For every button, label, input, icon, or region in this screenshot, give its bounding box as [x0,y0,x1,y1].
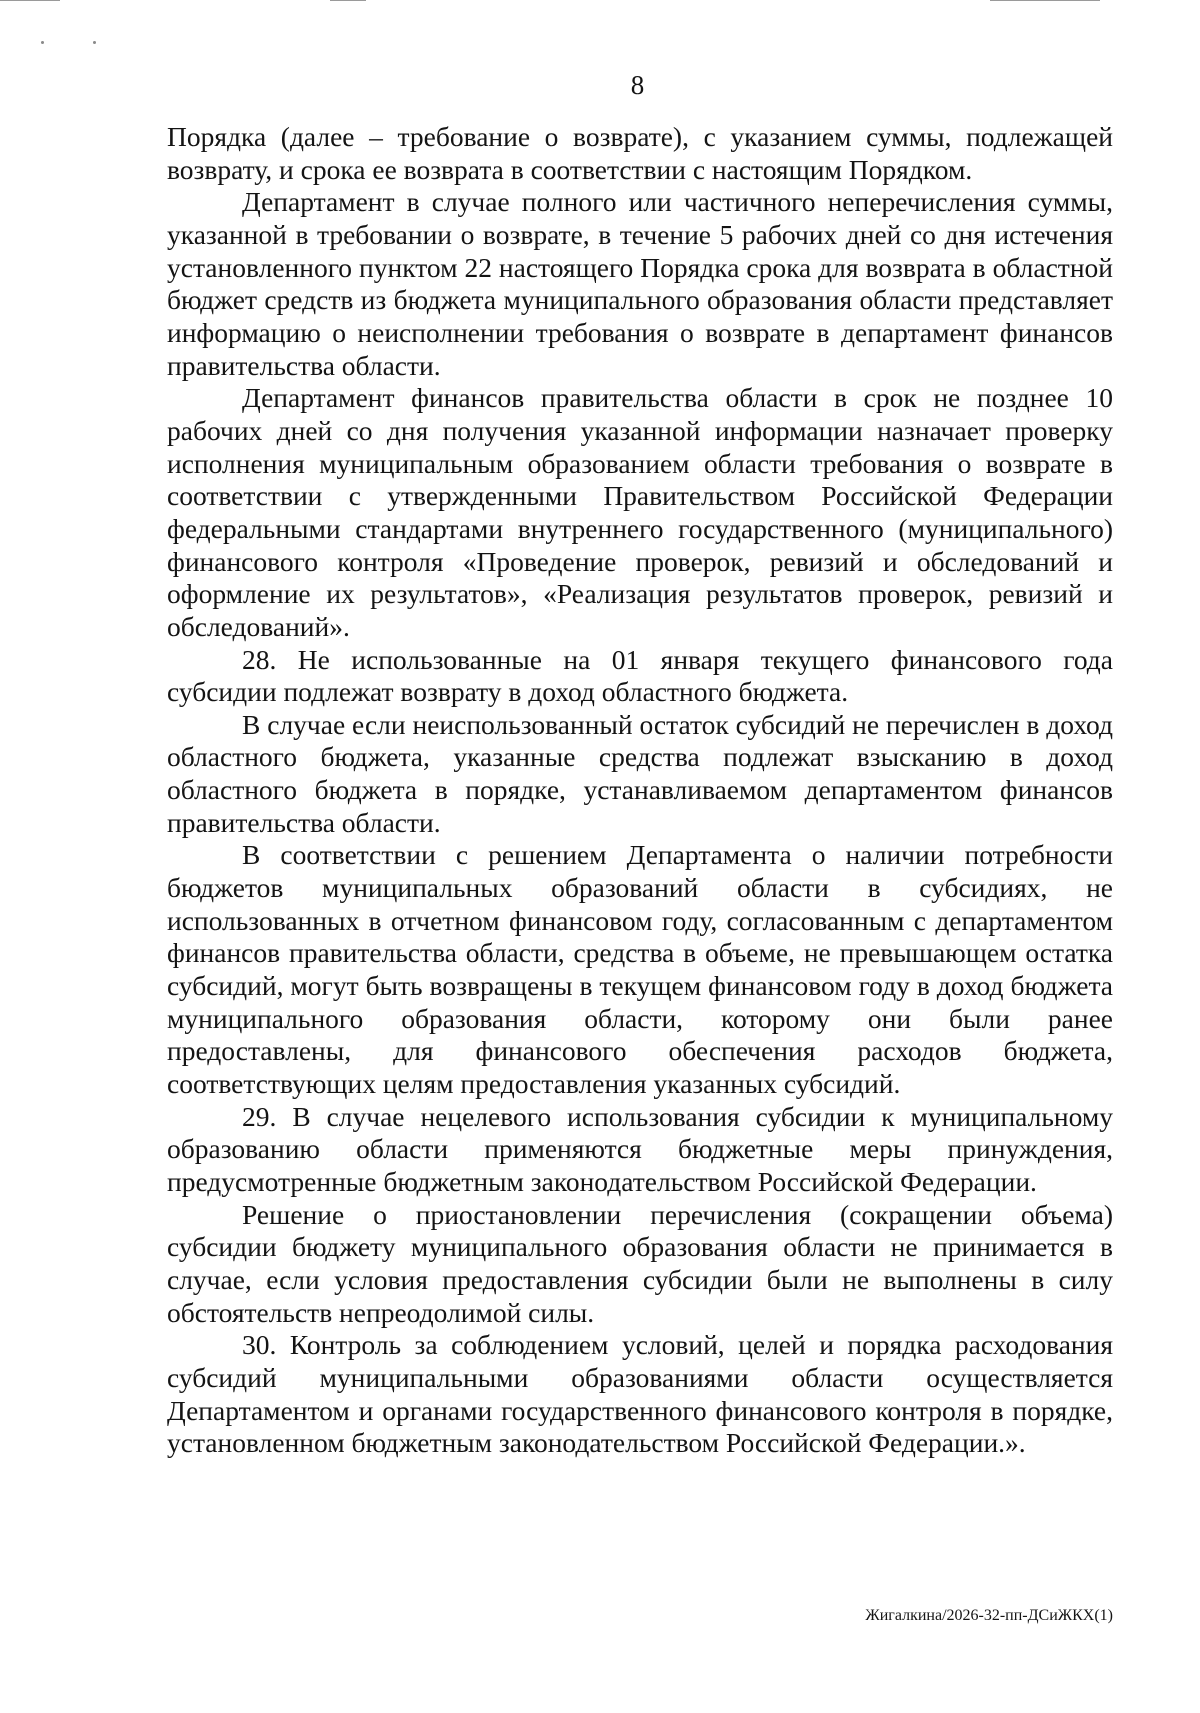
paragraph: Решение о приостановлении перечисления (сокращении объема) субсидии бюджету муниципального образования области не принимается в случае, если условия предоставления субсидии были не выполнены в силу обстоятельств непреодолимой силы. [167,1198,1113,1328]
page-number: 8 [630,70,645,100]
paragraph: 30. Контроль за соблюдением условий, целей и порядка расходования субсидий муниципальными образованиями области осуществляется Департаментом и органами государственного финансового контроля в порядке, установленном бюджетным законодательством Российской Федерации.». [167,1329,1113,1459]
paragraph: Департамент финансов правительства области в срок не позднее 10 рабочих дней со дня получения указанной информации назначает проверку исполнения муниципальным образованием области требования о возврате в соответствии с утвержденными Правительством Российской Федерации федеральными стандартами внутреннего государственного (муниципального) финансового контроля «Проведение проверок, ревизий и обследований и оформление их результатов», «Реализация результатов проверок, ревизий и обследований». [167,382,1113,642]
scan-edge-mark [0,0,60,1]
scan-edge-mark [330,0,366,1]
paragraph: Порядка (далее – требование о возврате), с указанием суммы, подлежащей возврату, и срока ее возврата в соответствии с настоящим Порядком. [167,121,1113,185]
scan-dot [93,41,96,44]
paragraph: Департамент в случае полного или частичного неперечисления суммы, указанной в требовании о возврате, в течение 5 рабочих дней со дня истечения установленного пунктом 22 настоящего Порядка срока для возврата в областной бюджет средств из бюджета муниципального образования области представляет информацию о неисполнении требования о возврате в департамент финансов правительства области. [167,186,1113,381]
paragraph: В соответствии с решением Департамента о наличии потребности бюджетов муниципальных образований области в субсидиях, не использованных в отчетном финансовом году, согласованным с департаментом финансов правительства области, средства в объеме, не превышающем остатка субсидий, могут быть возвращены в текущем финансовом году в доход бюджета муниципального образования области, которому они были ранее предоставлены, для финансового обеспечения расходов бюджета, соответствующих целям предоставления указанных субсидий. [167,839,1113,1100]
paragraph: 29. В случае нецелевого использования субсидии к муниципальному образованию области применяются бюджетные меры принуждения, предусмотренные бюджетным законодательством Российской Федерации. [167,1100,1113,1197]
paragraph: 28. Не использованные на 01 января текущего финансового года субсидии подлежат возврату в доход областного бюджета. [167,643,1113,708]
document-body [167,121,1113,1460]
scan-edge-mark [990,0,1100,1]
document-code: Жигалкина/2026-32-пп-ДСиЖКХ(1) [865,1607,1113,1624]
scan-dot [41,41,44,44]
paragraph: В случае если неиспользованный остаток субсидий не перечислен в доход областного бюджета, указанные средства подлежат взысканию в доход областного бюджета в порядке, устанавливаемом департаментом финансов правительства области. [167,708,1113,838]
